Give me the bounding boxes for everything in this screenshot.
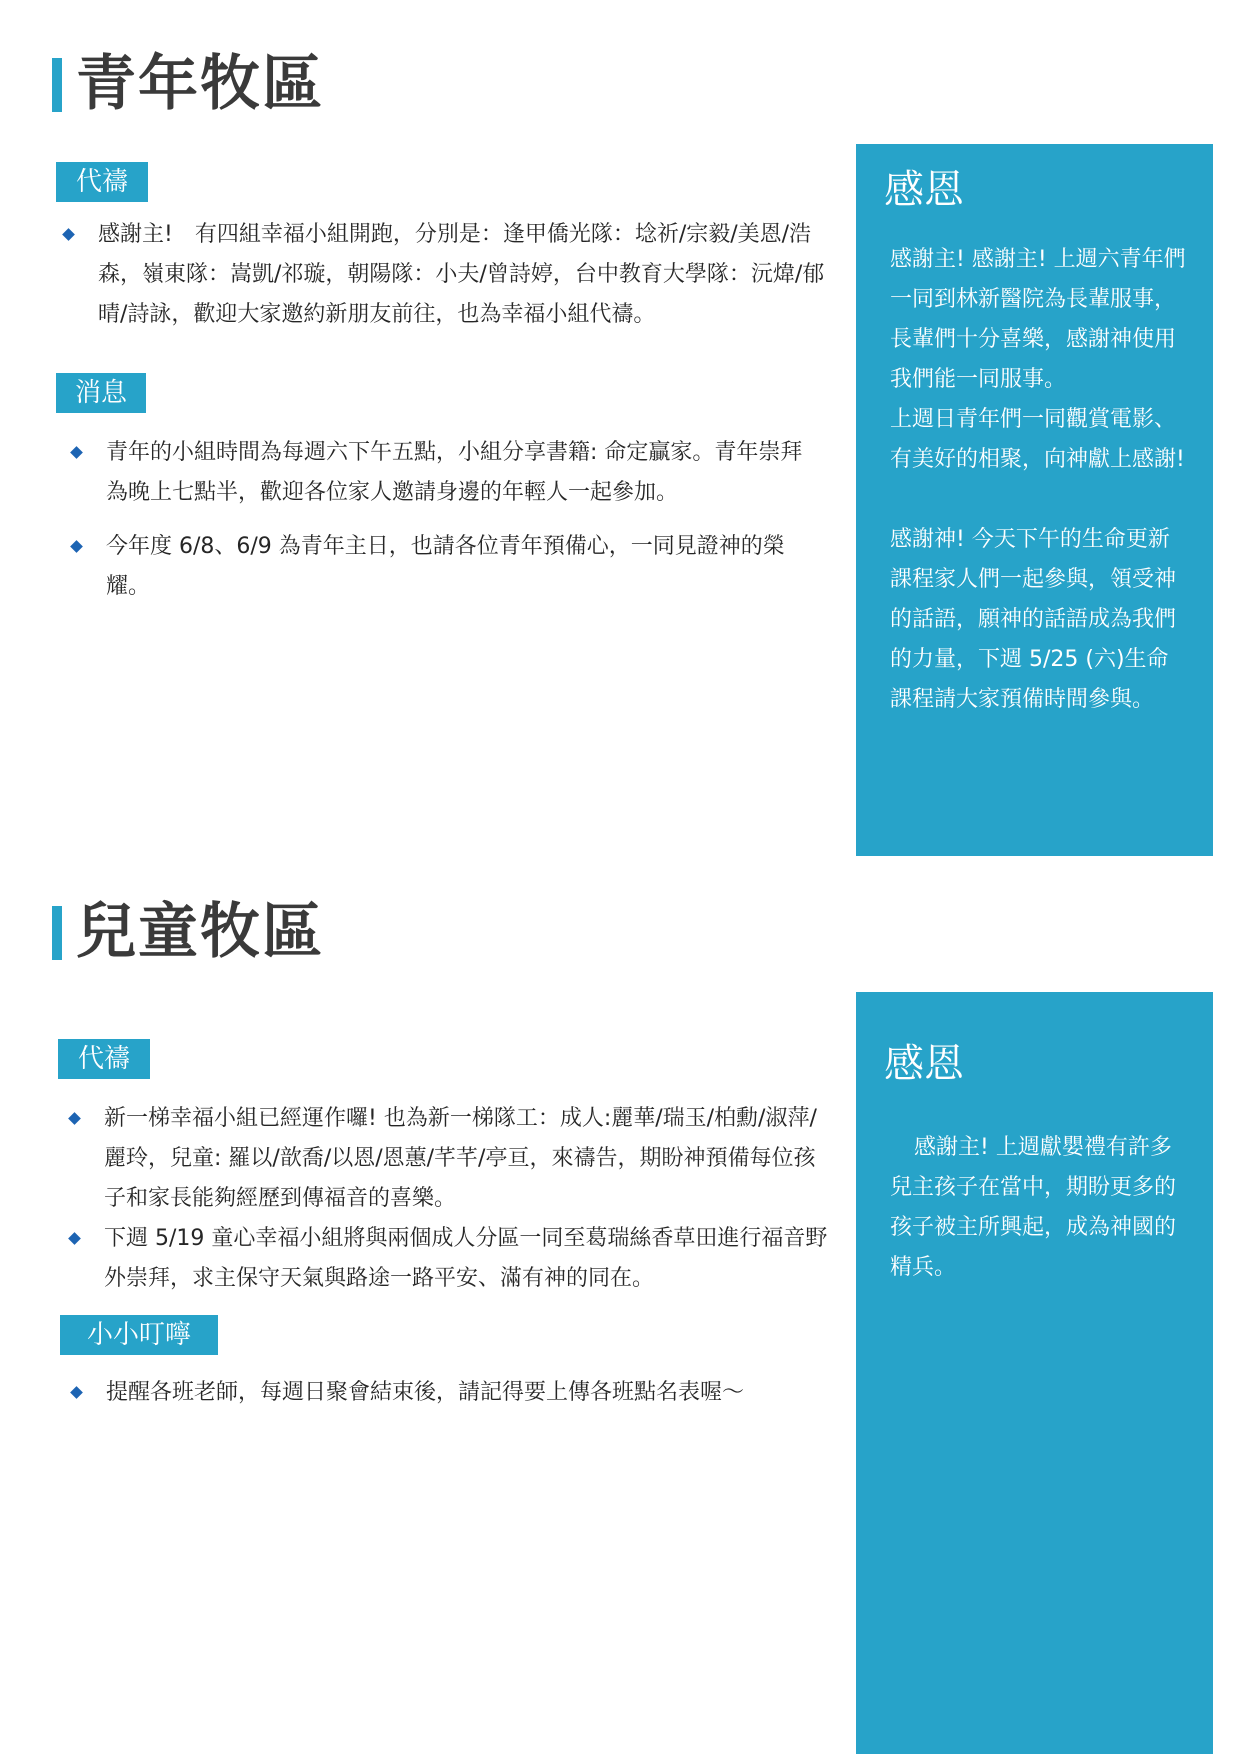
list-item-text: 今年度 6/8、6/9 為青年主日，也請各位青年預備心，一同見證神的榮耀。	[106, 534, 785, 599]
list-item	[66, 433, 806, 513]
kids-reminder-label: 小小叮嚀	[60, 1315, 218, 1355]
list-item	[64, 1219, 834, 1299]
kids-prayer-list	[64, 1099, 834, 1299]
kids-thanks-text	[890, 1128, 1190, 1288]
list-item-text: 新一梯幸福小組已經運作囉! 也為新一梯隊工：成人:麗華/瑞玉/柏勳/淑萍/麗玲，兒童: 羅以/歆喬/以恩/恩蕙/芊芊/亭亘，來禱告，期盼神預備每位孩子和家長能夠經歷到傳福音的喜樂。	[104, 1106, 817, 1211]
youth-section-title: 青年牧區	[52, 54, 324, 114]
list-item	[64, 1099, 834, 1219]
diamond-bullet-icon	[68, 1232, 81, 1245]
list-item	[66, 1373, 826, 1413]
youth-thanks-panel	[856, 144, 1213, 856]
kids-thanks-title: 感恩	[884, 1041, 964, 1087]
youth-news-label: 消息	[56, 373, 146, 413]
youth-news-list	[66, 433, 806, 621]
diamond-bullet-icon	[70, 1386, 83, 1399]
youth-prayer-label: 代禱	[56, 162, 148, 202]
thanks-paragraph: 上週日青年們一同觀賞電影、有美好的相聚，向神獻上感謝!	[890, 407, 1185, 472]
kids-thanks-panel	[856, 992, 1213, 1754]
diamond-bullet-icon	[68, 1112, 81, 1125]
youth-thanks-text	[890, 240, 1190, 720]
list-item	[66, 527, 806, 607]
youth-prayer-list	[58, 215, 828, 349]
kids-section-title: 兒童牧區	[52, 902, 324, 962]
list-item	[58, 215, 828, 335]
diamond-bullet-icon	[70, 540, 83, 553]
kids-reminder-list	[66, 1373, 826, 1427]
thanks-paragraph: 感謝神! 今天下午的生命更新課程家人們一起參與，領受神的話語，願神的話語成為我們的力量，下週 5/25 (六)生命課程請大家預備時間參與。	[890, 527, 1177, 712]
diamond-bullet-icon	[62, 228, 75, 241]
youth-thanks-title: 感恩	[884, 167, 964, 213]
thanks-paragraph: 感謝主! 感謝主! 上週六青年們一同到林新醫院為長輩服事，長輩們十分喜樂，感謝神使用我們能一同服事。	[890, 247, 1186, 392]
list-item-text: 提醒各班老師，每週日聚會結束後，請記得要上傳各班點名表喔～	[106, 1380, 745, 1405]
list-item-text: 感謝主! 有四組幸福小組開跑，分別是：逢甲僑光隊：埝祈/宗毅/美恩/浩森，嶺東隊：嵩凱/祁璇，朝陽隊：小夫/曾詩婷，台中教育大學隊：沅煒/郁晴/詩詠，歡迎大家邀約新朋友前往，也為幸福小組代禱。	[98, 222, 825, 327]
diamond-bullet-icon	[70, 446, 83, 459]
list-item-text: 下週 5/19 童心幸福小組將與兩個成人分區一同至葛瑞絲香草田進行福音野外崇拜，求主保守天氣與路途一路平安、滿有神的同在。	[104, 1226, 828, 1291]
kids-prayer-label: 代禱	[58, 1039, 150, 1079]
list-item-text: 青年的小組時間為每週六下午五點，小組分享書籍: 命定贏家。青年崇拜為晚上七點半，歡迎各位家人邀請身邊的年輕人一起參加。	[106, 440, 803, 505]
thanks-paragraph: 感謝主! 上週獻嬰禮有許多兒主孩子在當中，期盼更多的孩子被主所興起，成為神國的精兵。	[890, 1135, 1177, 1280]
